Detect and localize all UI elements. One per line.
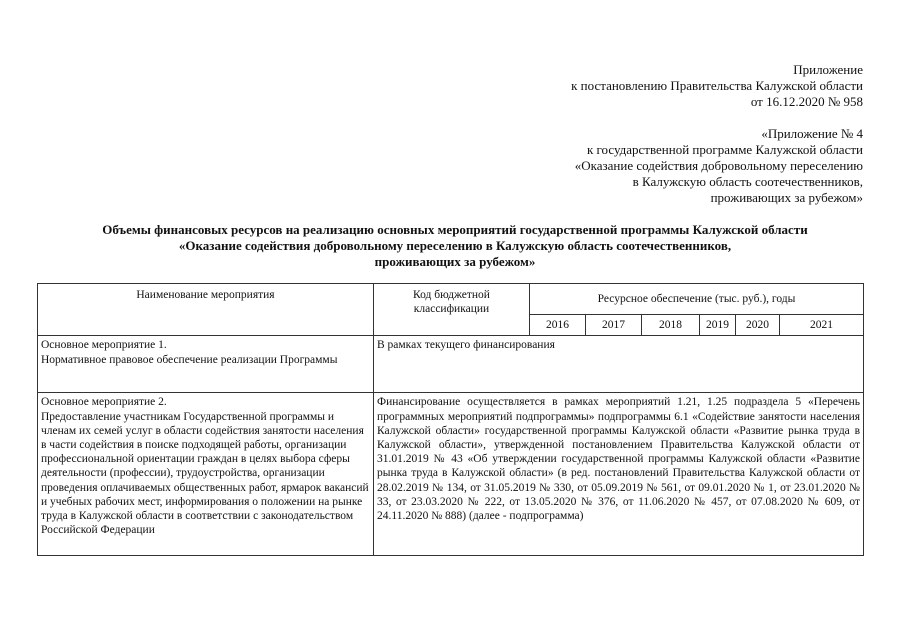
financing-cell: Финансирование осуществляется в рамках мероприятий 1.21, 1.25 подраздела 5 «Перечень программных мероприятий подпрограммы» подпрограммы 6.1 «Содействие занятости населения Калужской области» государственной программы Калужской области «Развитие рынка труда в Калужской области», утвержденной постановлением Правительства Калужской области от 31.01.2019 № 43 «Об утверждении государственной программы Калужской области «Развитие рынка труда в Калужской области» (в ред. постановлений Правительства Калужской области от 28.02.2019 № 134, от 31.05.2019 № 330, от 05.09.2019 № 561, от 09.01.2020 № 1, от 23.01.2020 № 33, от 23.03.2020 № 222, от 13.05.2020 № 376, от 11.06.2020 № 457, от 07.08.2020 № 609, от 24.11.2020 № 888) (далее - подпрограмма) bbox=[374, 393, 864, 556]
activity-title: Основное мероприятие 2. bbox=[41, 396, 167, 409]
appendix-line: «Приложение № 4 bbox=[761, 126, 863, 141]
appendix-line: от 16.12.2020 № 958 bbox=[750, 94, 863, 109]
appendix-program-header bbox=[575, 126, 863, 206]
financing-cell: В рамках текущего финансирования bbox=[374, 336, 864, 393]
activity-title: Основное мероприятие 1. bbox=[41, 339, 167, 352]
table-row bbox=[38, 393, 864, 556]
appendix-line: к постановлению Правительства Калужской области bbox=[571, 78, 863, 93]
header-year: 2016 bbox=[530, 315, 586, 336]
header-resources: Ресурсное обеспечение (тыс. руб.), годы bbox=[530, 284, 864, 315]
activity-text: Предоставление участникам Государственной программы и членам их семей услуг в области содействия занятости населения в части содействия в поиске подходящей работы, организации профессиональной ориентации граждан в целях выбора сферы деятельности (профессии), трудоустройства, организации проведения оплачиваемых общественных работ, ярмарок вакансий и учебных рабочих мест, информирования о положении на рынке труда в Калужской области в соответствии с законодательством Российской Федерации bbox=[41, 410, 369, 537]
header-year: 2018 bbox=[642, 315, 700, 336]
table-row bbox=[38, 336, 864, 393]
header-name: Наименование мероприятия bbox=[38, 284, 374, 336]
appendix-header bbox=[571, 62, 863, 110]
appendix-line: к государственной программе Калужской области bbox=[586, 142, 863, 157]
appendix-line: «Оказание содействия добровольному переселению bbox=[574, 158, 863, 173]
header-year: 2021 bbox=[780, 315, 864, 336]
header-year: 2020 bbox=[736, 315, 780, 336]
activity-name-cell bbox=[38, 393, 374, 556]
header-year: 2017 bbox=[586, 315, 642, 336]
appendix-line: Приложение bbox=[793, 62, 863, 77]
title-line: Объемы финансовых ресурсов на реализацию основных мероприятий государственной программы Калужской области bbox=[102, 222, 808, 237]
appendix-line: в Калужскую область соотечественников, bbox=[632, 174, 863, 189]
appendix-line: проживающих за рубежом» bbox=[710, 190, 863, 205]
document-title bbox=[30, 222, 880, 270]
header-row bbox=[38, 284, 864, 315]
activity-name-cell bbox=[38, 336, 374, 393]
header-year: 2019 bbox=[700, 315, 736, 336]
financing-table bbox=[37, 283, 864, 556]
activity-text: Нормативное правовое обеспечение реализации Программы bbox=[41, 353, 338, 366]
header-code: Код бюджетной классификации bbox=[374, 284, 530, 336]
title-line: «Оказание содействия добровольному переселению в Калужскую область соотечественников, bbox=[178, 238, 732, 253]
title-line: проживающих за рубежом» bbox=[374, 254, 536, 269]
